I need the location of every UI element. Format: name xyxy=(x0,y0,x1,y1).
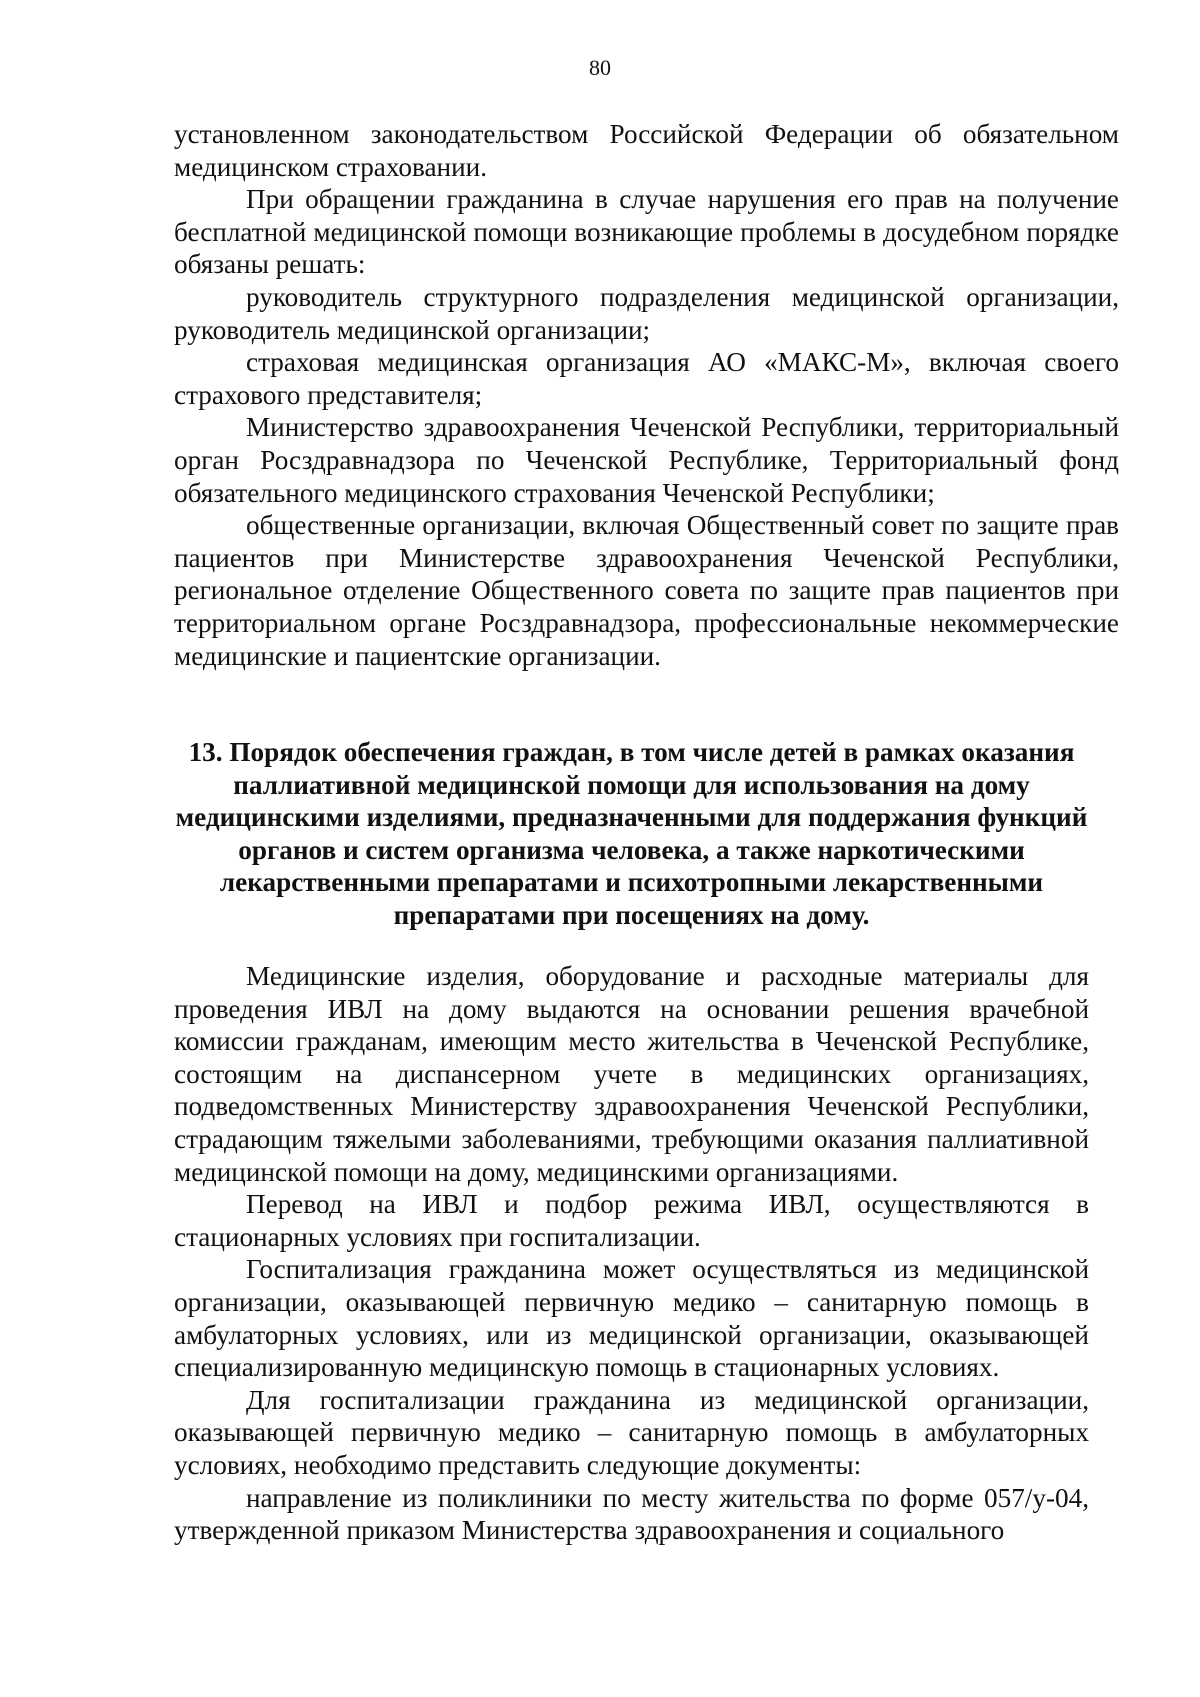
paragraph-hospitalization: Госпитализация гражданина может осуществляться из медицинской организации, оказывающей первичную медико – санитарную помощь в амбулаторных условиях, или из медицинской организации, оказывающей специализированную медицинскую помощь в стационарных условиях. xyxy=(174,1254,1089,1383)
paragraph-continuation: установленном законодательством Российской Федерации об обязательном медицинском страховании. xyxy=(174,119,1119,182)
paragraph-ivl-transfer: Перевод на ИВЛ и подбор режима ИВЛ, осуществляются в стационарных условиях при госпитализации. xyxy=(174,1189,1089,1252)
paragraph-documents-required: Для госпитализации гражданина из медицинской организации, оказывающей первичную медико – санитарную помощь в амбулаторных условиях, необходимо представить следующие документы: xyxy=(174,1384,1089,1480)
paragraph-referral-form: направление из поликлиники по месту жительства по форме 057/у-04, утвержденной приказом Министерства здравоохранения и социального xyxy=(174,1482,1089,1546)
paragraph-unit-head: руководитель структурного подразделения медицинской организации, руководитель медицинской организации; xyxy=(174,281,1119,345)
paragraph-ivl-equipment: Медицинские изделия, оборудование и расходные материалы для проведения ИВЛ на дому выдаются на основании решения врачебной комиссии гражданам, имеющим место жительства в Чеченской Республике, состоящим на диспансерном учете в медицинских организациях, подведомственных Министерству здравоохранения Чеченской Республики, страдающим тяжелыми заболеваниями, требующими оказания паллиативной медицинской помощи на дому, медицинскими организациями. xyxy=(174,961,1089,1187)
paragraph-public-orgs: общественные организации, включая Общественный совет по защите прав пациентов при Министерстве здравоохранения Чеченской Республики, региональное отделение Общественного совета по защите прав пациентов при территориальном органе Росздравнадзора, профессиональные некоммерческие медицинские и пациентские организации. xyxy=(174,510,1119,671)
paragraph-appeal-intro: При обращении гражданина в случае нарушения его прав на получение бесплатной медицинской помощи возникающие проблемы в досудебном порядке обязаны решать: xyxy=(174,184,1119,280)
section-13-body xyxy=(174,960,1089,1547)
paragraph-insurance-org: страховая медицинская организация АО «МАКС-М», включая своего страхового представителя; xyxy=(174,347,1119,410)
page-number: 80 xyxy=(589,55,611,80)
body-text-before-section xyxy=(174,118,1119,672)
section-13-heading: 13. Порядок обеспечения граждан, в том числе детей в рамках оказания паллиативной медицинской помощи для использования на дому медицинскими изделиями, предназначенными для поддержания функций органов и систем организма человека, а также наркотическими лекарственными препаратами и психотропными лекарственными препаратами при посещениях на дому. xyxy=(175,737,1088,930)
paragraph-ministry: Министерство здравоохранения Чеченской Республики, территориальный орган Росздравнадзора по Чеченской Республике, Территориальный фонд обязательного медицинского страхования Чеченской Республики; xyxy=(174,412,1119,508)
